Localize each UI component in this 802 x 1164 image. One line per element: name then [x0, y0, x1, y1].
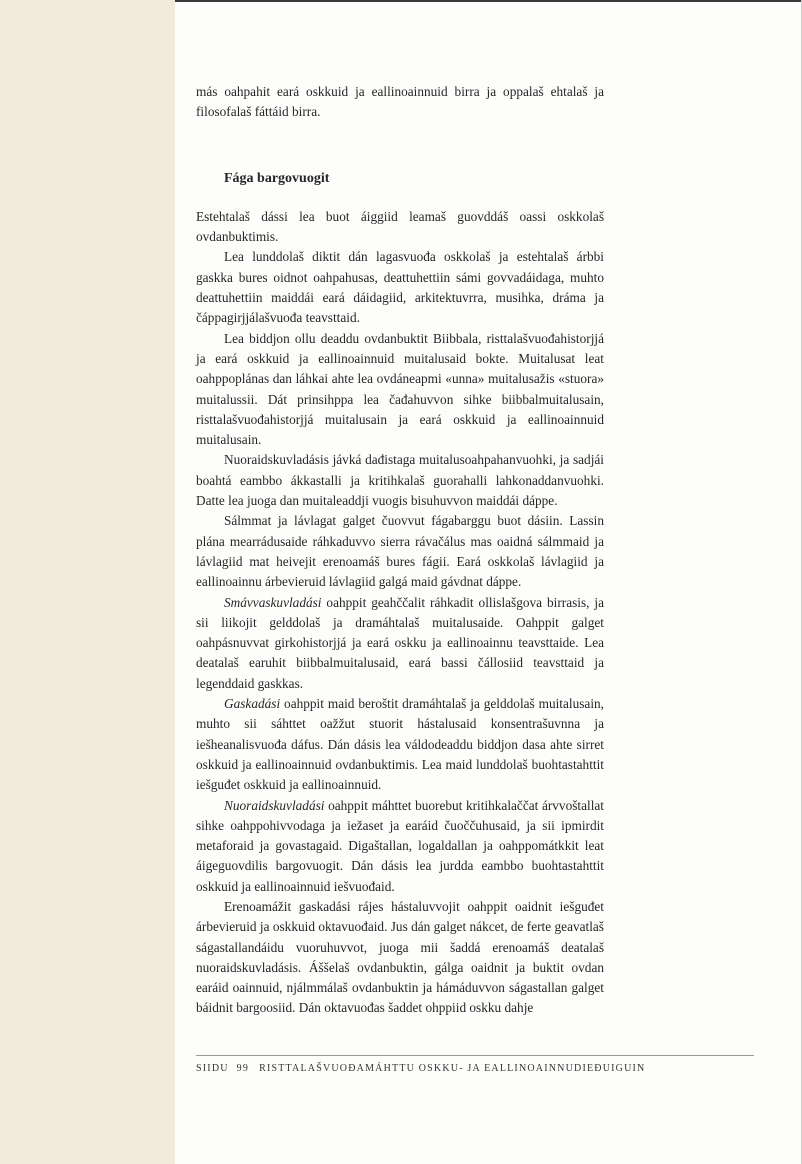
paragraph-7-term: Gaskadási [224, 696, 281, 712]
scan-top-edge [175, 0, 802, 2]
paragraph-6-text: oahppit geahččalit ráhkadit ollislašgova birrasis, ja sii liikojit gelddolaš ja dramáhtalaš muitalusaide. Oahppit galget oahpásnuvvat girkohistorjjá ja eará oskku ja eallinoainnu teavsttaide. Lea deatalaš earuhit biibbalmuitalusaid, eará bassi čállosiid teavsttaid ja legenddaid gaskkas. [196, 594, 604, 691]
body-text [196, 82, 604, 1019]
paragraph-9: Erenoamážit gaskadási rájes hástaluvvojit oahppit oaidnit iešguđet árbevieruid ja oskkuid oktavuođaid. Jus dán galget nákcet, de ferte geavatlaš ságastallandáidu vuoruhuvvot, juoga mii šaddá erenoamáš deatalaš nuoraidskuvladásis. Áššelaš ovdanbuktin, gálga oaidnit ja buktit ovdan earáid oainnuid, njálmmálaš ovdanbuktin ja hámáduvvon ságastallan galget báidnit bargoosiid. Dán oktavuođas šaddet ohppiid oskku dahje [196, 898, 604, 1016]
paragraph-6-term: Smávvaskuvladási [224, 594, 322, 610]
paragraph-8-text: oahppit máhttet buorebut kritihkalaččat árvvoštallat sihke oahppohivvodaga ja iežaset ja earáid čuoččuhusaid, ja sii ipmirdit metaforaid ja govastagaid. Digaštallan, logaldallan ja oahppomátkkit leat áigeguovdilis bargovuogit. Dán dásis lea jurdda eambbo buohtastahttit oskkuid ja eallinoainnuid iešvuođaid. [196, 797, 604, 894]
paragraph-6 [196, 593, 604, 694]
footer-rule [196, 1055, 754, 1056]
page-footer [196, 1063, 645, 1074]
paragraph-1: Estehtalaš dássi lea buot áiggiid leamaš guovddáš oassi oskkolaš ovdanbuktimis. [196, 208, 604, 245]
paragraph-3: Lea biddjon ollu deaddu ovdanbuktit Biibbala, risttalašvuođahistorjjá ja eará oskkuid ja eallinoainnuid muitalusaid bokte. Muitalusat leat oahppoplánas dan láhkai ahte lea ovdáneapmi «unna» muitalusažis «stuora» muitalussii. Dát prinsihppa lea čađahuvvon sihke biibbalmuitalusain, risttalašvuođahistorjjá muitalusain ja eará oskkuid ja eallinoainnuid muitalusain. [196, 330, 604, 448]
paragraph-2: Lea lunddolaš diktit dán lagasvuođa oskkolaš ja estehtalaš árbbi gaskka bures oidnot oahpahusas, deattuhettiin sámi govvadáidaga, muhto deattuhettiin maiddái eará dáidagiid, arkitektuvrra, musihka, dráma ja čáppagirjjálašvuođa teavsttaid. [196, 249, 604, 326]
paragraph-8-term: Nuoraidskuvladási [224, 797, 325, 813]
paragraph-5: Sálmmat ja lávlagat galget čuovvut fágabarggu buot dásiin. Lassin plána mearrádusaide ráhkaduvvo sierra rávačálus mas oaidná sálmmaid ja lávlagiid mat heivejit erenoamáš bures fágii. Eará oskkolaš lávlagiid ja eallinoainnu árbevieruid lávlagiid galgá maid gávdnat dáppe. [196, 513, 604, 590]
paragraph-4: Nuoraidskuvladásis jávká dađistaga muitalusoahpahanvuohki, ja sadjái boahtá eambbo ákkastalli ja kritihkalaš guorahalli lahkonaddanvuohki. Datte lea juoga dan muitaleaddji vuogis bisuhuvvon maiddái dáppe. [196, 452, 604, 509]
paragraph-8 [196, 796, 604, 897]
footer-label: SIIDU [196, 1063, 229, 1074]
intro-paragraph: más oahpahit eará oskkuid ja eallinoainnuid birra ja oppalaš ehtalaš ja filosofalaš fáttáid birra. [196, 84, 604, 120]
page-margin-strip [0, 0, 175, 1164]
footer-title: RISTTALAŠVUOĐAMÁHTTU OSKKU- JA EALLINOAINNUDIEĐUIGUIN [259, 1063, 646, 1074]
section-heading: Fága bargovuogit [224, 170, 330, 186]
paragraph-7-text: oahppit maid beroštit dramáhtalaš ja gelddolaš muitalusain, muhto sii sáhttet oažžut stuorit hástalusaid konsentrašuvnna ja iešheanalisvuođa dáfus. Dán dásis lea váldodeaddu biddjon dasa ahte sirret oskkuid ja eallinoainnuid ovdanbuktimis. Lea maid lunddolaš buohtastahttit iešguđet oskkuid ja eallinoainnuid. [196, 696, 604, 793]
paragraph-7 [196, 694, 604, 795]
page-number: 99 [236, 1063, 250, 1074]
